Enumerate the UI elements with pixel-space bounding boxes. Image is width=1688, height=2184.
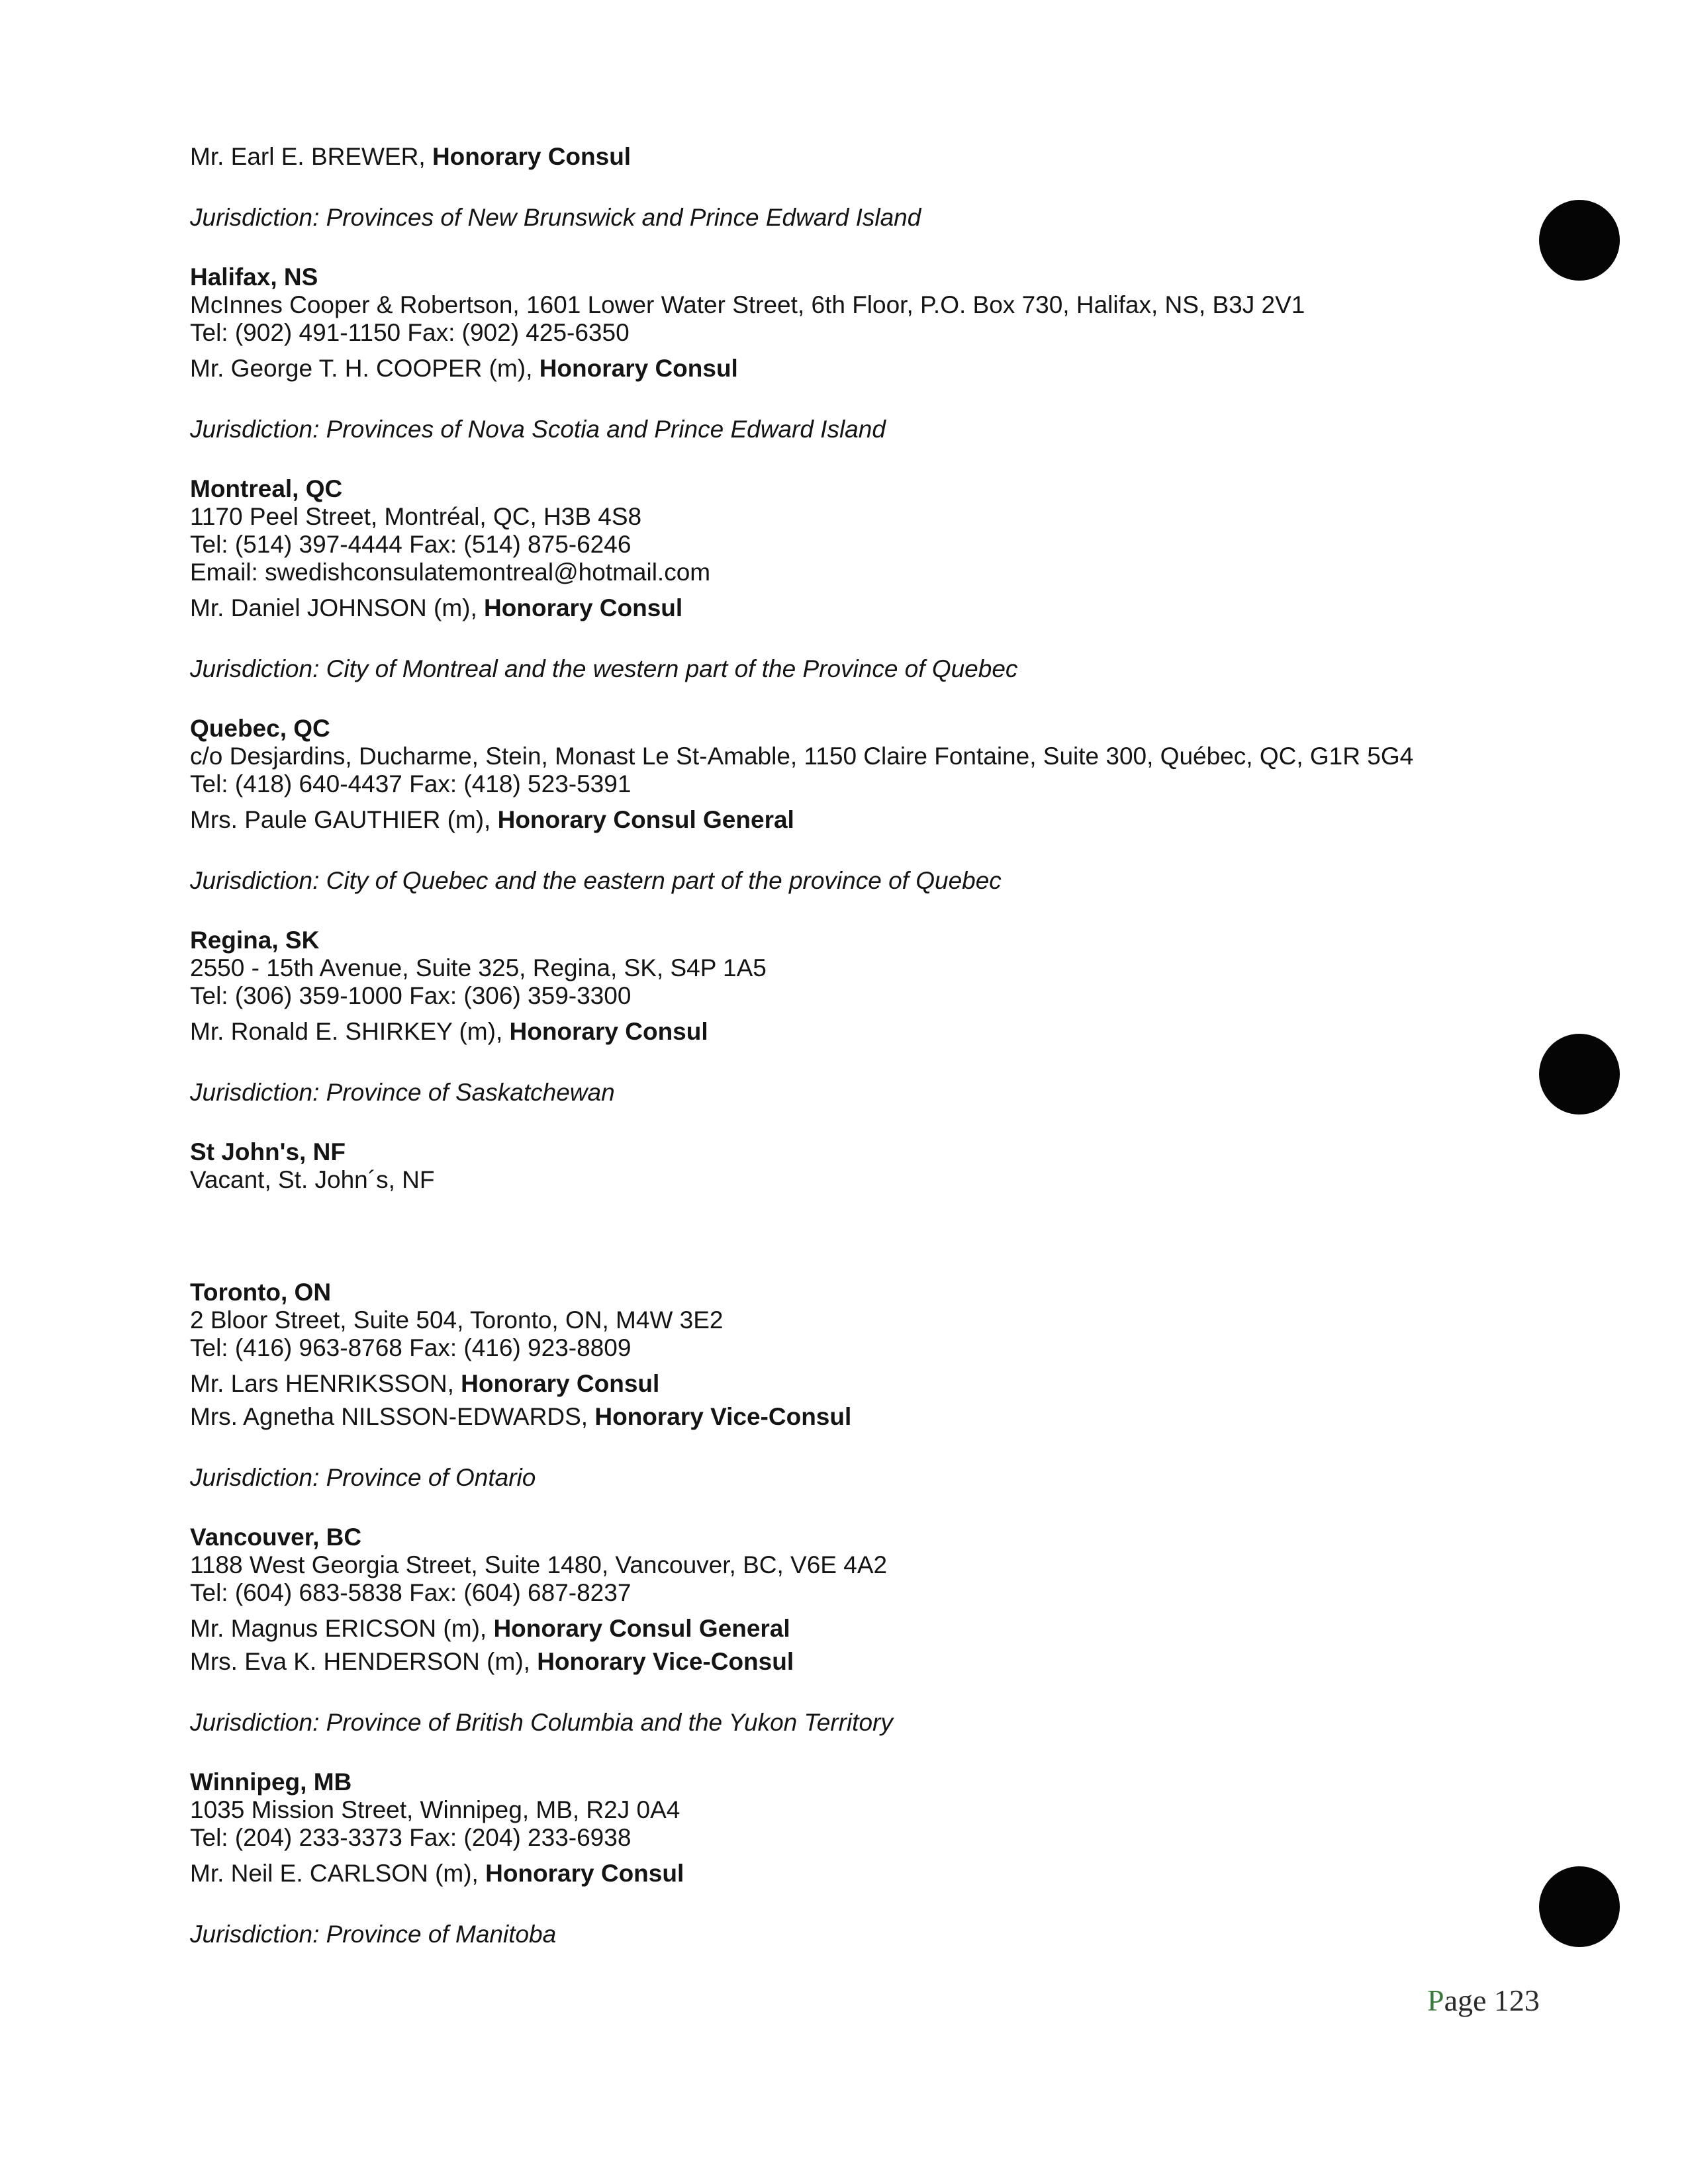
address: Vacant, St. John´s, NF: [190, 1166, 435, 1193]
consulate-entry-toronto: [190, 1279, 1514, 1492]
city-heading: Vancouver, BC: [190, 1524, 362, 1551]
consul-name: Mr. Lars HENRIKSSON,: [190, 1370, 461, 1397]
jurisdiction: Jurisdiction: City of Quebec and the eastern part of the province of Quebec: [190, 867, 1002, 894]
email: Email: swedishconsulatemontreal@hotmail.com: [190, 559, 711, 586]
consul-title: Honorary Consul: [509, 1018, 708, 1045]
consul-title: Honorary Consul General: [497, 806, 794, 833]
punch-hole-bottom: [1539, 1866, 1620, 1947]
consulate-entry-st-johns: [190, 1138, 1514, 1194]
jurisdiction: Jurisdiction: Province of Manitoba: [190, 1921, 557, 1948]
consul-line: [190, 1615, 1514, 1643]
consul-name: Mr. Magnus ERICSON (m),: [190, 1615, 494, 1642]
consul-line: [190, 594, 1514, 622]
address: 1035 Mission Street, Winnipeg, MB, R2J 0A4: [190, 1796, 680, 1823]
consul-title: Honorary Vice-Consul: [594, 1403, 852, 1430]
consulate-entry-halifax: [190, 263, 1514, 443]
page-number-rest: age 123: [1444, 1983, 1540, 2017]
consul-line: [190, 143, 1514, 171]
city-heading: Winnipeg, MB: [190, 1768, 352, 1796]
tel-fax: Tel: (418) 640-4437 Fax: (418) 523-5391: [190, 770, 632, 797]
city-heading: Montreal, QC: [190, 475, 343, 502]
city-heading: Toronto, ON: [190, 1279, 332, 1306]
consul-title: Honorary Consul General: [493, 1615, 790, 1642]
jurisdiction: Jurisdiction: Provinces of Nova Scotia and Prince Edward Island: [190, 416, 886, 443]
punch-hole-top: [1539, 200, 1620, 281]
consul-name: Mr. Daniel JOHNSON (m),: [190, 594, 485, 621]
city-heading: Regina, SK: [190, 927, 320, 954]
consulate-entry-quebec: [190, 715, 1514, 895]
city-heading: Halifax, NS: [190, 263, 318, 291]
consulate-entry-winnipeg: [190, 1768, 1514, 1948]
address: McInnes Cooper & Robertson, 1601 Lower Water Street, 6th Floor, P.O. Box 730, Halifax, NS, B3J 2V1: [190, 291, 1305, 318]
jurisdiction: Jurisdiction: Province of Saskatchewan: [190, 1079, 615, 1106]
page-number-initial: P: [1427, 1983, 1444, 2017]
jurisdiction: Jurisdiction: City of Montreal and the western part of the Province of Quebec: [190, 655, 1018, 682]
consul-title: Honorary Consul: [432, 143, 632, 170]
tel-fax: Tel: (604) 683-5838 Fax: (604) 687-8237: [190, 1579, 632, 1606]
city-heading: Quebec, QC: [190, 715, 330, 742]
vice-consul-line: [190, 1403, 1514, 1431]
city-heading: St John's, NF: [190, 1138, 346, 1165]
consul-name: Mr. Earl E. BREWER,: [190, 143, 432, 170]
tel-fax: Tel: (514) 397-4444 Fax: (514) 875-6246: [190, 531, 632, 558]
address: 2 Bloor Street, Suite 504, Toronto, ON, M4W 3E2: [190, 1306, 724, 1334]
page-number: [1427, 1983, 1540, 2018]
tel-fax: Tel: (902) 491-1150 Fax: (902) 425-6350: [190, 319, 630, 346]
vice-consul-line: [190, 1648, 1514, 1676]
tel-fax: Tel: (204) 233-3373 Fax: (204) 233-6938: [190, 1824, 632, 1851]
consul-title: Honorary Consul: [539, 355, 738, 382]
jurisdiction: Jurisdiction: Province of British Columbia and the Yukon Territory: [190, 1709, 893, 1736]
consul-line: [190, 806, 1514, 834]
address: 2550 - 15th Avenue, Suite 325, Regina, SK, S4P 1A5: [190, 954, 767, 981]
tel-fax: Tel: (306) 359-1000 Fax: (306) 359-3300: [190, 982, 632, 1009]
address: c/o Desjardins, Ducharme, Stein, Monast Le St-Amable, 1150 Claire Fontaine, Suite 300, Québec, QC, G1R 5G4: [190, 743, 1414, 770]
punch-hole-middle: [1539, 1034, 1620, 1115]
consul-name: Mr. George T. H. COOPER (m),: [190, 355, 539, 382]
consulate-entry-vancouver: [190, 1524, 1514, 1737]
consulate-entry-montreal: [190, 475, 1514, 683]
consul-title: Honorary Consul: [484, 594, 683, 621]
consul-name: Mrs. Eva K. HENDERSON (m),: [190, 1648, 538, 1675]
document-page: [190, 143, 1514, 1948]
consul-line: [190, 355, 1514, 383]
address: 1188 West Georgia Street, Suite 1480, Vancouver, BC, V6E 4A2: [190, 1551, 888, 1578]
jurisdiction: Jurisdiction: Provinces of New Brunswick and Prince Edward Island: [190, 204, 921, 231]
consul-line: [190, 1860, 1514, 1888]
jurisdiction: Jurisdiction: Province of Ontario: [190, 1464, 536, 1491]
consul-line: [190, 1370, 1514, 1398]
consul-name: Mr. Ronald E. SHIRKEY (m),: [190, 1018, 510, 1045]
address: 1170 Peel Street, Montréal, QC, H3B 4S8: [190, 503, 642, 530]
consul-name: Mrs. Agnetha NILSSON-EDWARDS,: [190, 1403, 595, 1430]
consul-title: Honorary Consul: [485, 1860, 684, 1887]
consul-title: Honorary Consul: [461, 1370, 660, 1397]
consul-title: Honorary Vice-Consul: [537, 1648, 794, 1675]
consul-line: [190, 1018, 1514, 1046]
tel-fax: Tel: (416) 963-8768 Fax: (416) 923-8809: [190, 1334, 632, 1361]
consulate-entry-regina: [190, 927, 1514, 1107]
consul-name: Mr. Neil E. CARLSON (m),: [190, 1860, 486, 1887]
consul-name: Mrs. Paule GAUTHIER (m),: [190, 806, 498, 833]
